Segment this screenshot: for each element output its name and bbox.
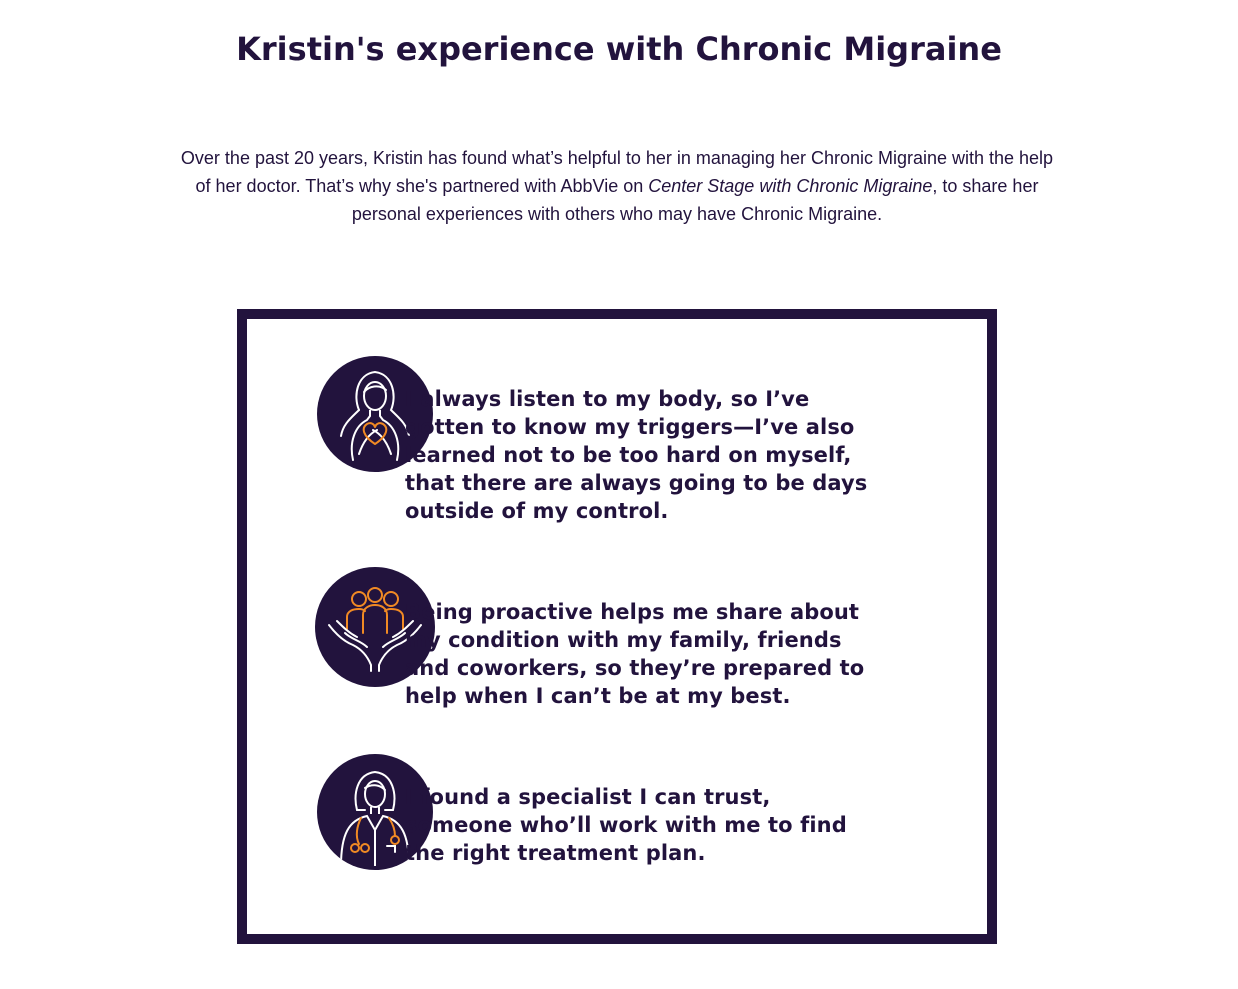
quotes-box [237, 309, 997, 944]
quote-text-3: I found a specialist I can trust, someone who’ll work with me to find the right treatment plan. [405, 785, 847, 865]
quote-text-2: Being proactive helps me share about my condition with my family, friends and coworkers, so they’re prepared to help when I can’t be at my best. [405, 600, 865, 708]
intro-program-name: Center Stage with Chronic Migraine [648, 176, 933, 196]
intro-text-part2: , to share her personal experiences with others who may have Chronic Migraine. [351, 176, 1039, 224]
intro-text-part1: Over the past 20 years, Kristin has found what’s helpful to her in managing her Chronic Migraine with the help of her doctor. That’s why she's partnered with AbbVie on [180, 148, 1054, 196]
intro-paragraph [180, 144, 1054, 228]
page-title: Kristin's experience with Chronic Migraine [236, 30, 1002, 68]
quote-text-1: I always listen to my body, so I’ve gotten to know my triggers—I’ve also learned not to be too hard on myself, that there are always going to be days outside of my control. [405, 387, 868, 523]
